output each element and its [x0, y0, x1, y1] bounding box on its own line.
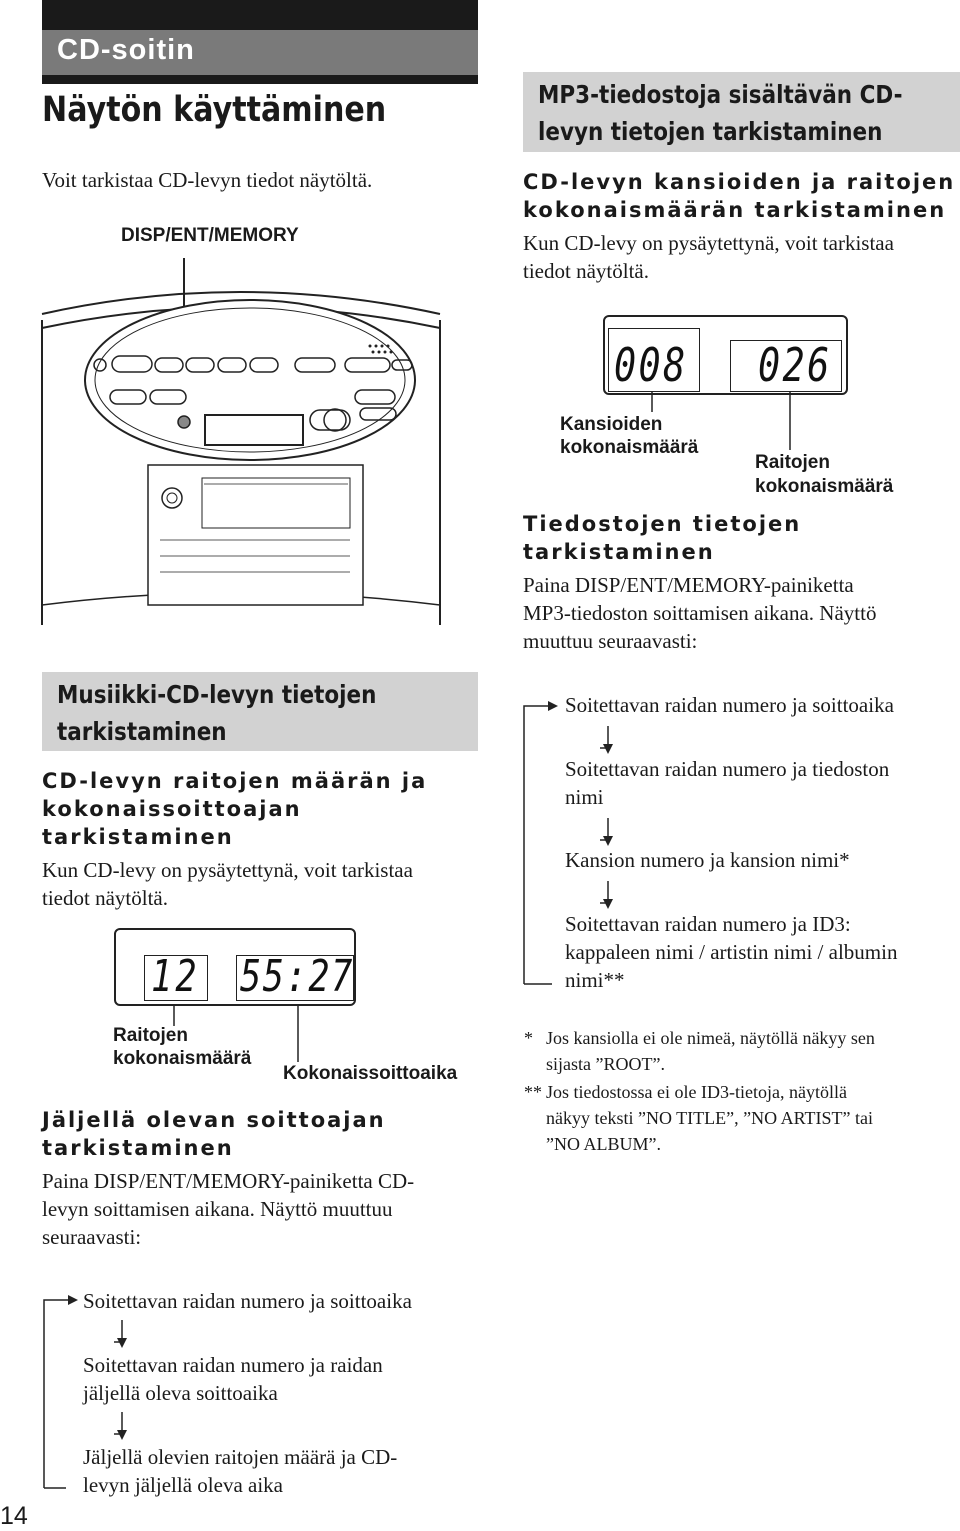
lcd-track-value: 026 — [758, 338, 832, 392]
footnote-1-line-2: sijasta ”ROOT”. — [546, 1054, 665, 1074]
footnote-1-mark: * — [524, 1028, 533, 1048]
right-flow-item-1: Soitettavan raidan numero ja soittoaika — [565, 693, 894, 717]
remaining-title-2: tarkistaminen — [42, 1136, 234, 1160]
right-flow-item-3: Kansion numero ja kansion nimi* — [565, 848, 850, 872]
music-sub1-title-3: tarkistaminen — [42, 825, 234, 849]
label-total-time: Kokonaissoittoaika — [283, 1063, 458, 1084]
footnote-2-line-1: Jos tiedostossa ei ole ID3-tietoja, näytöllä — [546, 1082, 847, 1102]
mp3-sub2-title-2: tarkistaminen — [523, 540, 715, 564]
footnote-1-line-1: Jos kansiolla ei ole nimeä, näytöllä näkyy sen — [546, 1028, 875, 1048]
page-number: 14 — [0, 1502, 28, 1530]
remaining-body-1: Paina DISP/ENT/MEMORY-painiketta CD- — [42, 1169, 415, 1193]
mp3-section-title-1: MP3-tiedostoja sisältävän CD- — [538, 80, 903, 109]
footnote-2-mark: ** — [524, 1082, 542, 1102]
lcd-time-value: 55:27 — [240, 951, 354, 1002]
lcd-tracks-value: 12 — [151, 951, 200, 1002]
music-sub1-title-1: CD-levyn raitojen määrän ja — [42, 769, 428, 793]
mp3-sub2-body-1: Paina DISP/ENT/MEMORY-painiketta — [523, 573, 854, 597]
footnote-2-line-2: näkyy teksti ”NO TITLE”, ”NO ARTIST” tai — [546, 1108, 874, 1128]
left-flow-item-3: Jäljellä olevien raitojen määrä ja CD- — [83, 1445, 398, 1469]
label-track-total-2: kokonaismäärä — [113, 1048, 252, 1069]
mp3-sub1-body-1: Kun CD-levy on pysäytettynä, voit tarkistaa — [523, 231, 894, 255]
intro-text: Voit tarkistaa CD-levyn tiedot näytöltä. — [42, 168, 373, 192]
lcd-folder-value: 008 — [614, 338, 688, 392]
mp3-section-title-2: levyn tietojen tarkistaminen — [538, 117, 883, 146]
mp3-sub1-body-2: tiedot näytöltä. — [523, 259, 649, 283]
cd-player-illustration — [0, 250, 480, 630]
label-mp3-track-total-2: kokonaismäärä — [755, 476, 894, 497]
right-flow-item-4b: kappaleen nimi / artistin nimi / albumin — [565, 940, 898, 964]
remaining-body-3: seuraavasti: — [42, 1225, 142, 1249]
footnote-2-line-3: ”NO ALBUM”. — [546, 1134, 661, 1154]
mp3-sub1-title-1: CD-levyn kansioiden ja raitojen — [523, 170, 956, 194]
mp3-sub2-body-2: MP3-tiedoston soittamisen aikana. Näyttö — [523, 601, 877, 625]
label-track-total-1: Raitojen — [113, 1025, 188, 1046]
label-mp3-track-total-1: Raitojen — [755, 452, 830, 473]
mp3-sub2-title-1: Tiedostojen tietojen — [523, 512, 802, 536]
right-flow-item-4: Soitettavan raidan numero ja ID3: — [565, 912, 851, 936]
remaining-title-1: Jäljellä olevan soittoajan — [42, 1108, 386, 1132]
page-title: Näytön käyttäminen — [42, 90, 387, 130]
left-flow-item-1: Soitettavan raidan numero ja soittoaika — [83, 1289, 412, 1313]
music-cd-section-title-2: tarkistaminen — [57, 717, 227, 746]
left-flow-item-2: Soitettavan raidan numero ja raidan — [83, 1353, 383, 1377]
music-sub1-body-2: tiedot näytöltä. — [42, 886, 168, 910]
remaining-body-2: levyn soittamisen aikana. Näyttö muuttuu — [42, 1197, 393, 1221]
label-folder-total-2: kokonaismäärä — [560, 437, 699, 458]
mp3-sub1-title-2: kokonaismäärän tarkistaminen — [523, 198, 947, 222]
left-flow-item-2b: jäljellä oleva soittoaika — [83, 1381, 278, 1405]
section-tab-label: CD-soitin — [57, 34, 195, 66]
right-flow-item-2b: nimi — [565, 785, 604, 809]
music-cd-section-title-1: Musiikki-CD-levyn tietojen — [57, 680, 377, 709]
button-callout-label: DISP/ENT/MEMORY — [121, 225, 299, 246]
mp3-sub2-body-3: muuttuu seuraavasti: — [523, 629, 698, 653]
right-flow-item-2: Soitettavan raidan numero ja tiedoston — [565, 757, 890, 781]
left-flow-item-3b: levyn jäljellä oleva aika — [83, 1473, 283, 1497]
music-sub1-title-2: kokonaissoittoajan — [42, 797, 302, 821]
right-flow-item-4c: nimi** — [565, 968, 625, 992]
music-sub1-body-1: Kun CD-levy on pysäytettynä, voit tarkistaa — [42, 858, 413, 882]
label-folder-total-1: Kansioiden — [560, 414, 663, 435]
